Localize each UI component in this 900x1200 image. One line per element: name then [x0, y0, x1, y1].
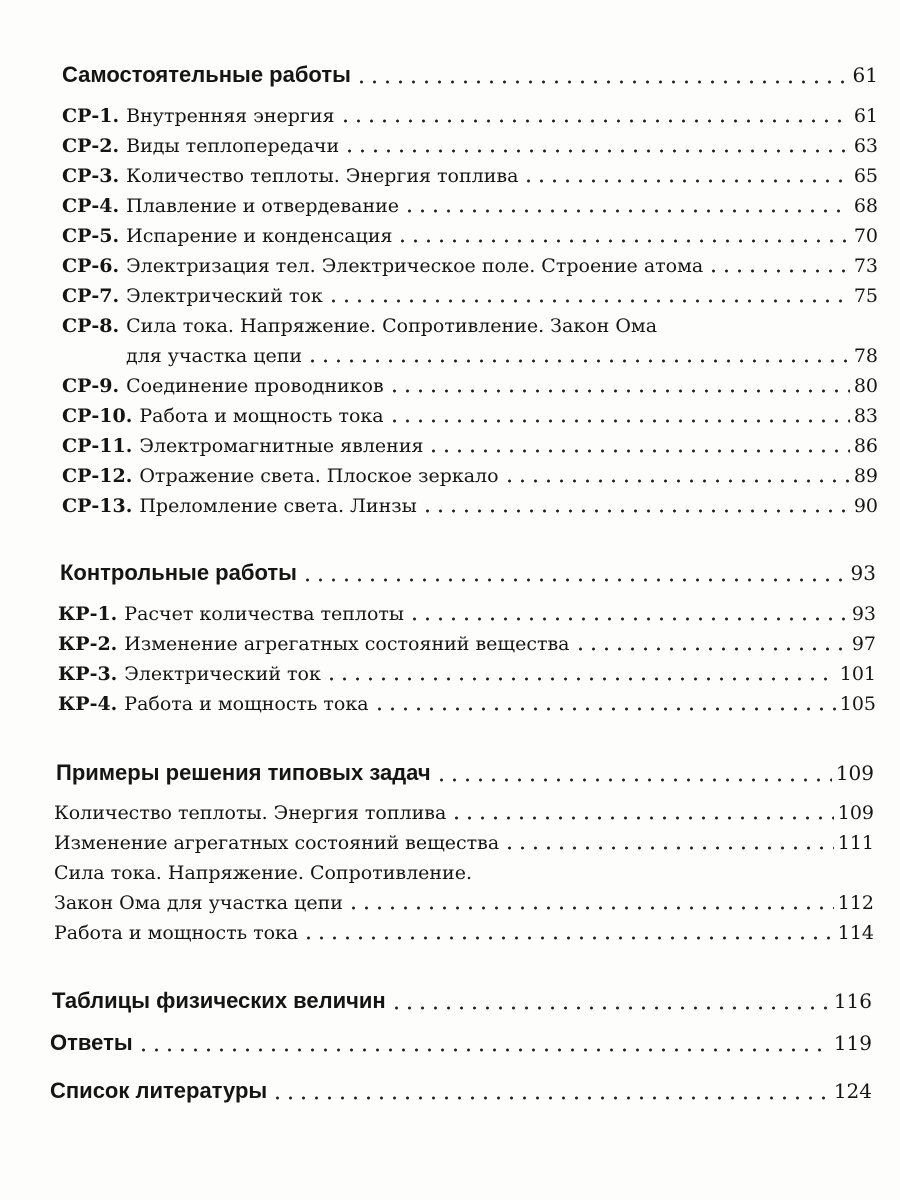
entry-title: Соединение проводников — [126, 375, 384, 397]
entry-title: Изменение агрегатных состояний вещества — [124, 633, 570, 655]
entry-title: Сила тока. Напряжение. Сопротивление. Закон Ома — [126, 315, 658, 337]
entry-title: Сила тока. Напряжение. Сопротивление. — [54, 862, 472, 884]
entry-code: СР-8. — [62, 315, 120, 337]
dot-leader — [450, 802, 833, 824]
entry-code: СР-12. — [62, 465, 133, 487]
section-title: Контрольные работы — [60, 560, 297, 585]
page-number: 89 — [853, 465, 878, 487]
toc-section — [56, 760, 874, 786]
entry-code: СР-3. — [62, 165, 120, 187]
entry-code: КР-4. — [58, 693, 118, 715]
dot-leader — [306, 345, 850, 367]
page-number: 112 — [837, 892, 874, 914]
dot-leader — [339, 105, 850, 127]
dot-leader — [574, 633, 848, 655]
entry-title: Электромагнитные явления — [139, 435, 424, 457]
toc-entry — [62, 285, 878, 307]
toc-entry — [58, 603, 876, 625]
toc-section — [62, 62, 878, 88]
entry-code: КР-1. — [58, 603, 118, 625]
entry-code: СР-9. — [62, 375, 120, 397]
toc-entry-continuation — [126, 345, 878, 367]
dot-leader — [373, 693, 836, 715]
entry-title: Виды теплопередачи — [126, 135, 340, 157]
page-number: 78 — [853, 345, 878, 367]
entry-code: СР-7. — [62, 285, 120, 307]
page-number: 86 — [853, 435, 878, 457]
entry-code: СР-6. — [62, 255, 120, 277]
entry-code: СР-4. — [62, 195, 120, 217]
entry-code: СР-2. — [62, 135, 120, 157]
entry-title-continuation: для участка цепи — [126, 345, 303, 367]
entry-title: Изменение агрегатных состояний вещества — [54, 832, 500, 854]
page-number: 101 — [839, 663, 876, 685]
entry-title-continuation: Закон Ома для участка цепи — [54, 892, 343, 914]
page-number: 68 — [853, 195, 878, 217]
toc-entry — [58, 663, 876, 685]
entry-title: Плавление и отвердевание — [126, 195, 400, 217]
entry-title: Отражение света. Плоское зеркало — [139, 465, 499, 487]
entry-title: Работа и мощность тока — [139, 405, 384, 427]
page-number: 124 — [833, 1079, 872, 1103]
section-title: Самостоятельные работы — [62, 62, 351, 87]
dot-leader — [403, 195, 850, 217]
entry-code: СР-11. — [62, 435, 133, 457]
dot-leader — [421, 495, 850, 517]
toc-entry — [54, 802, 874, 824]
page-number: 93 — [850, 561, 876, 585]
toc-entry — [54, 862, 874, 884]
section-title: Ответы — [50, 1030, 133, 1055]
page-number: 93 — [851, 603, 876, 625]
dot-leader — [435, 760, 832, 786]
toc-entry — [62, 405, 878, 427]
dot-leader — [396, 225, 849, 247]
toc-entry — [62, 135, 878, 157]
entry-title: Внутренняя энергия — [126, 105, 335, 127]
page-number: 114 — [837, 922, 874, 944]
toc-entry — [58, 633, 876, 655]
dot-leader — [503, 832, 834, 854]
toc-section — [50, 1030, 872, 1056]
dot-leader — [427, 435, 849, 457]
page-number: 97 — [851, 633, 876, 655]
dot-leader — [137, 1030, 830, 1056]
entry-title: Расчет количества теплоты — [124, 603, 405, 625]
toc-entry — [54, 832, 874, 854]
entry-title: Преломление света. Линзы — [139, 495, 417, 517]
page-number: 70 — [853, 225, 878, 247]
toc-entry — [54, 922, 874, 944]
toc-entry — [62, 375, 878, 397]
dot-leader — [388, 375, 850, 397]
page-number: 75 — [853, 285, 878, 307]
toc-entry — [62, 225, 878, 247]
page-number: 63 — [853, 135, 878, 157]
dot-leader — [355, 62, 849, 88]
section-title: Список литературы — [50, 1078, 268, 1103]
page-number: 105 — [839, 693, 876, 715]
dot-leader — [707, 255, 850, 277]
entry-code: СР-5. — [62, 225, 120, 247]
dot-leader — [347, 892, 834, 914]
dot-leader — [390, 988, 830, 1014]
toc-entry — [62, 255, 878, 277]
toc-entry — [62, 105, 878, 127]
dot-leader — [327, 285, 850, 307]
page-number: 109 — [837, 802, 874, 824]
section-title: Таблицы физических величин — [52, 988, 386, 1013]
entry-title: Электризация тел. Электрическое поле. Строение атома — [126, 255, 704, 277]
entry-title: Количество теплоты. Энергия топлива — [126, 165, 519, 187]
page-number: 61 — [852, 63, 878, 87]
entry-title: Электрический ток — [126, 285, 323, 307]
entry-title: Работа и мощность тока — [124, 693, 369, 715]
dot-leader — [388, 405, 850, 427]
page-number: 83 — [853, 405, 878, 427]
dot-leader — [343, 135, 850, 157]
page-number: 116 — [833, 989, 872, 1013]
entry-title: Количество теплоты. Энергия топлива — [54, 802, 447, 824]
toc-section — [60, 560, 876, 586]
entry-code: СР-13. — [62, 495, 133, 517]
toc-entry — [62, 435, 878, 457]
page-number: 90 — [853, 495, 878, 517]
entry-title: Испарение и конденсация — [126, 225, 393, 247]
toc-entry — [62, 465, 878, 487]
dot-leader — [302, 922, 833, 944]
page-number: 73 — [853, 255, 878, 277]
entry-title: Электрический ток — [124, 663, 321, 685]
page-number: 109 — [835, 761, 874, 785]
entry-code: КР-3. — [58, 663, 118, 685]
page-number: 111 — [837, 832, 874, 854]
toc-entry-continuation — [54, 892, 874, 914]
toc-section — [52, 988, 872, 1014]
toc-entry — [62, 495, 878, 517]
dot-leader — [522, 165, 849, 187]
entry-code: СР-1. — [62, 105, 120, 127]
dot-leader — [503, 465, 850, 487]
dot-leader — [271, 1078, 830, 1104]
section-title: Примеры решения типовых задач — [56, 760, 431, 785]
page-number: 65 — [853, 165, 878, 187]
entry-code: КР-2. — [58, 633, 118, 655]
page-number: 80 — [853, 375, 878, 397]
toc-entry — [62, 165, 878, 187]
toc-entry — [58, 693, 876, 715]
dot-leader — [301, 560, 847, 586]
toc-entry — [62, 315, 878, 337]
page-number: 119 — [833, 1031, 872, 1055]
page-number: 61 — [853, 105, 878, 127]
entry-title: Работа и мощность тока — [54, 922, 299, 944]
dot-leader — [325, 663, 836, 685]
toc-section — [50, 1078, 872, 1104]
entry-code: СР-10. — [62, 405, 133, 427]
dot-leader — [408, 603, 848, 625]
toc-entry — [62, 195, 878, 217]
